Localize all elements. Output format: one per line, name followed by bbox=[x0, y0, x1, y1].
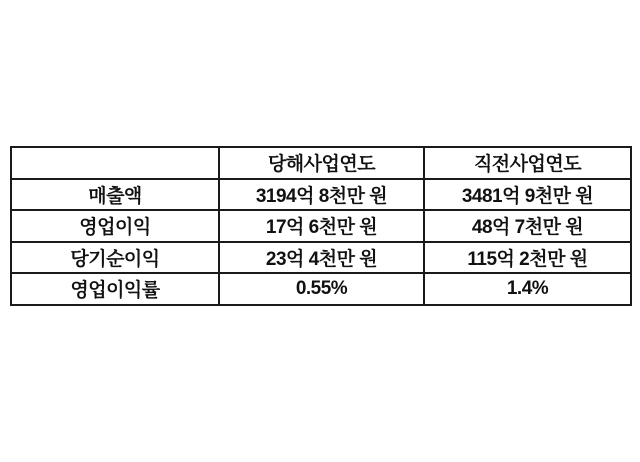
table-row-revenue bbox=[11, 179, 631, 211]
header-current-fiscal-year: 당해사업연도 bbox=[219, 147, 424, 179]
operating-profit-current-value: 17억 6천만 원 bbox=[219, 210, 424, 242]
table-header-row bbox=[11, 147, 631, 179]
operating-profit-previous-value: 48억 7천만 원 bbox=[424, 210, 631, 242]
header-empty-cell bbox=[11, 147, 219, 179]
table-row-net-income bbox=[11, 242, 631, 274]
revenue-current-value: 3194억 8천만 원 bbox=[219, 179, 424, 211]
row-label-net-income: 당기순이익 bbox=[11, 242, 219, 274]
table-row-operating-margin bbox=[11, 273, 631, 305]
revenue-previous-value: 3481억 9천만 원 bbox=[424, 179, 631, 211]
table-row-operating-profit bbox=[11, 210, 631, 242]
financial-summary-table bbox=[10, 146, 632, 306]
net-income-previous-value: 115억 2천만 원 bbox=[424, 242, 631, 274]
operating-margin-current-value: 0.55% bbox=[219, 273, 424, 305]
net-income-current-value: 23억 4천만 원 bbox=[219, 242, 424, 274]
row-label-operating-margin: 영업이익률 bbox=[11, 273, 219, 305]
header-previous-fiscal-year: 직전사업연도 bbox=[424, 147, 631, 179]
operating-margin-previous-value: 1.4% bbox=[424, 273, 631, 305]
row-label-revenue: 매출액 bbox=[11, 179, 219, 211]
row-label-operating-profit: 영업이익 bbox=[11, 210, 219, 242]
